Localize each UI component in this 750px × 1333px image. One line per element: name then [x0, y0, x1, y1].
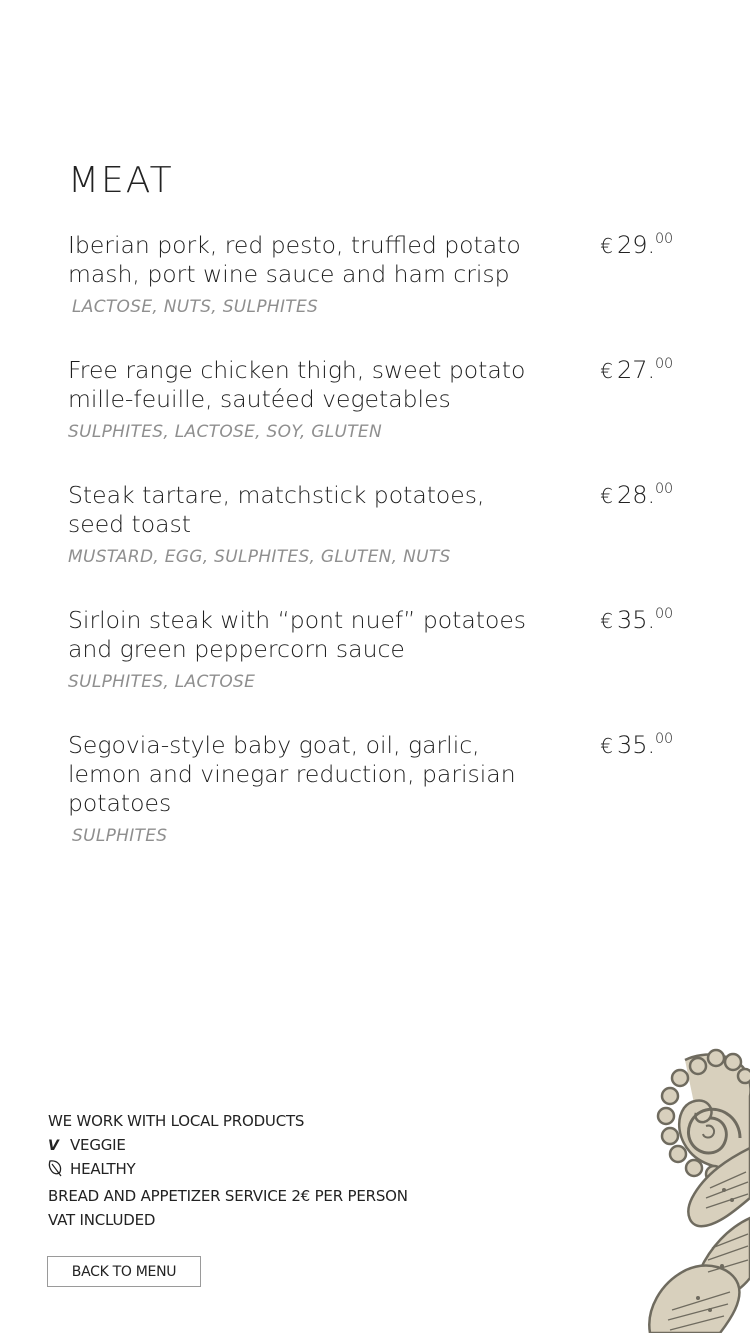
dish-price: [600, 731, 673, 759]
legend-healthy: [48, 1158, 408, 1182]
menu-item: [68, 231, 688, 317]
price-whole: 29.: [617, 231, 656, 259]
dish-price: [600, 356, 673, 384]
menu-footer: [48, 1110, 408, 1233]
price-whole: 35.: [617, 606, 656, 634]
legend-veggie-label: VEGGIE: [70, 1136, 126, 1154]
currency-symbol: €: [600, 734, 613, 758]
dish-name: Sirloin steak with “pont nuef” potatoes and green peppercorn sauce: [68, 606, 527, 663]
dish-price: [600, 606, 673, 634]
price-cents: 00: [655, 231, 673, 247]
dish-allergens: SULPHITES: [72, 826, 168, 846]
paisley-ornament-icon: [620, 1048, 750, 1333]
price-whole: 27.: [617, 356, 656, 384]
vat-note: VAT INCLUDED: [48, 1211, 156, 1229]
menu-item: [68, 731, 688, 846]
dish-name: Free range chicken thigh, sweet potato mille-feuille, sautéed vegetables: [68, 356, 526, 413]
price-whole: 35.: [617, 731, 656, 759]
price-cents: 00: [655, 606, 673, 622]
menu-item: [68, 356, 688, 442]
back-to-menu-button[interactable]: BACK TO MENU: [47, 1256, 201, 1287]
price-cents: 00: [655, 731, 673, 747]
leaf-icon: [48, 1159, 68, 1177]
dish-allergens: MUSTARD, EGG, SULPHITES, GLUTEN, NUTS: [68, 547, 451, 567]
dish-name: Steak tartare, matchstick potatoes, seed toast: [68, 481, 485, 538]
price-whole: 28.: [617, 481, 656, 509]
local-products-note: WE WORK WITH LOCAL PRODUCTS: [48, 1112, 305, 1130]
menu-item: [68, 481, 688, 567]
currency-symbol: €: [600, 359, 613, 383]
currency-symbol: €: [600, 234, 613, 258]
dish-allergens: SULPHITES, LACTOSE: [68, 672, 256, 692]
section-title: MEAT: [68, 160, 174, 201]
menu-item: [68, 606, 688, 692]
currency-symbol: €: [600, 609, 613, 633]
price-cents: 00: [655, 481, 673, 497]
price-cents: 00: [655, 356, 673, 372]
veggie-icon: V: [48, 1137, 59, 1154]
currency-symbol: €: [600, 484, 613, 508]
dish-price: [600, 231, 673, 259]
bread-service-note: BREAD AND APPETIZER SERVICE 2€ PER PERSON: [48, 1187, 408, 1205]
legend-veggie: [48, 1134, 408, 1158]
dish-allergens: LACTOSE, NUTS, SULPHITES: [72, 297, 319, 317]
legend-healthy-label: HEALTHY: [70, 1160, 136, 1178]
dish-name: Iberian pork, red pesto, truffled potato mash, port wine sauce and ham crisp: [68, 231, 521, 288]
dish-allergens: SULPHITES, LACTOSE, SOY, GLUTEN: [68, 422, 382, 442]
dish-name: Segovia-style baby goat, oil, garlic, lemon and vinegar reduction, parisian potatoes: [68, 731, 516, 817]
dish-price: [600, 481, 673, 509]
